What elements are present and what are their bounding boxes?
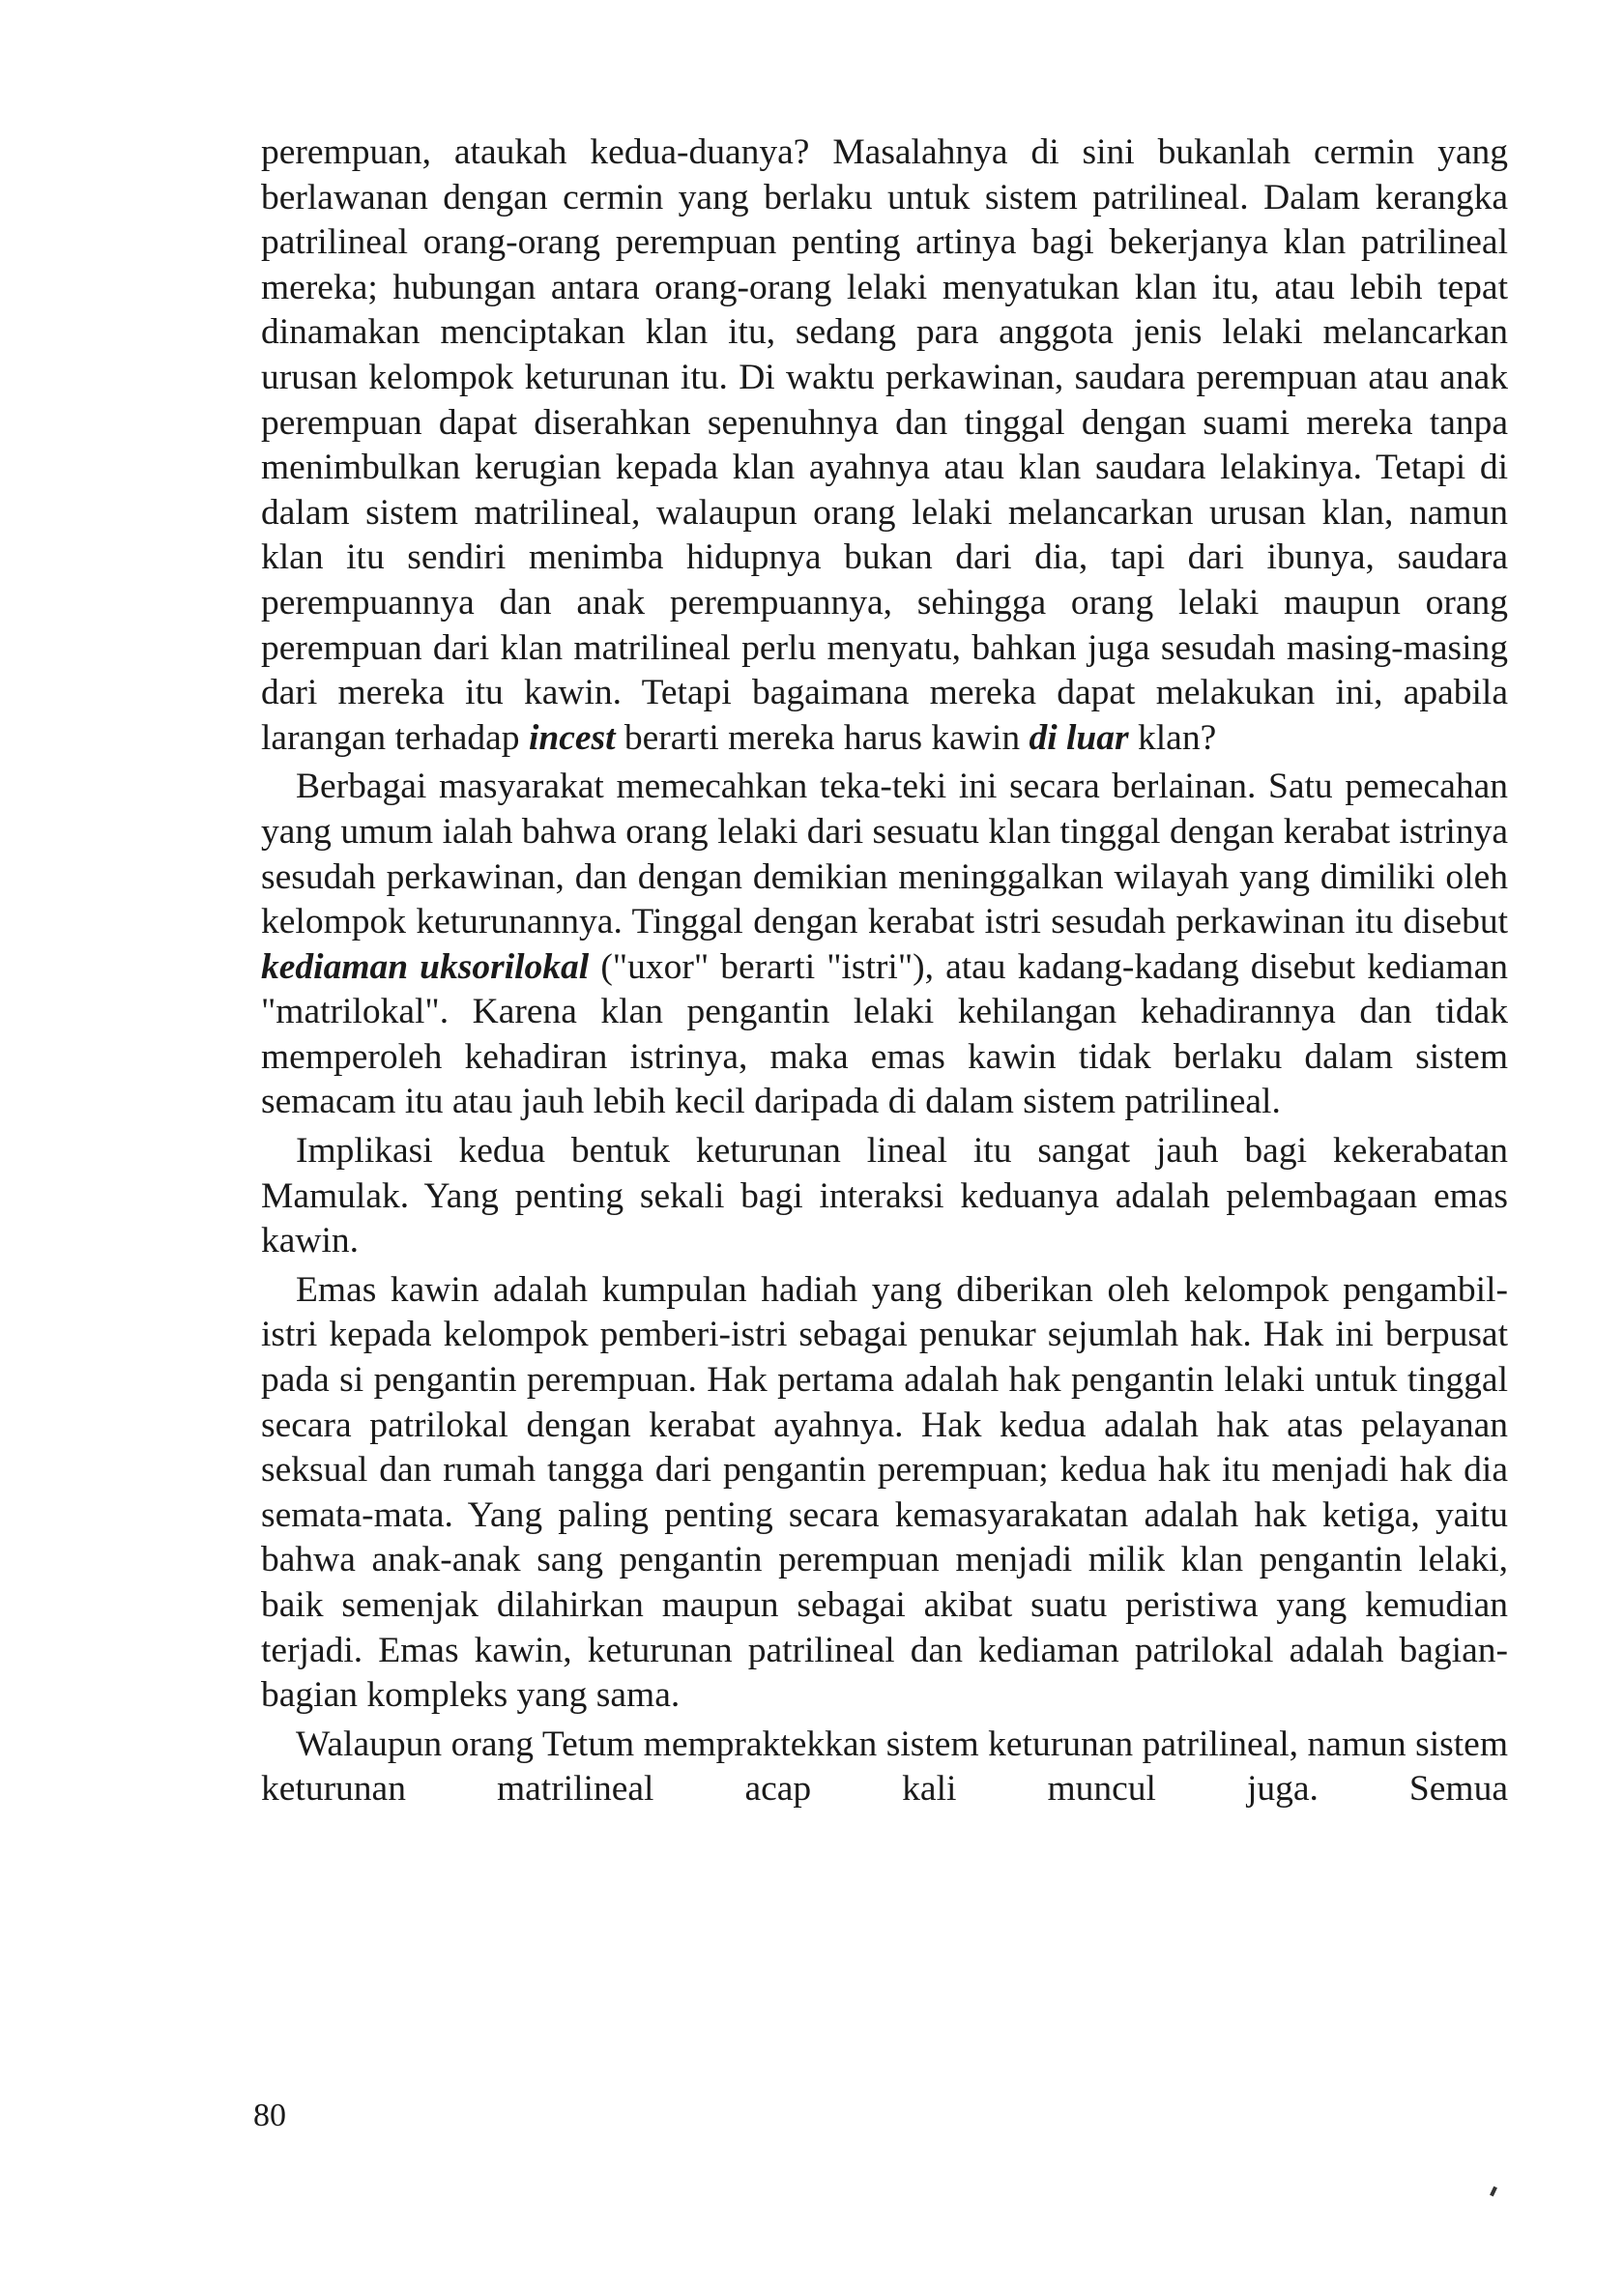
body-text (261, 130, 1508, 1812)
term-di-luar: di luar (1029, 717, 1129, 758)
paragraph-3-text: Implikasi kedua bentuk keturunan lineal itu sangat jauh bagi kekerabatan Mamulak. Yang penting sekali bagi interaksi keduanya adalah pelembagaan emas kawin. (261, 1131, 1508, 1261)
paragraph-4 (261, 1268, 1508, 1719)
scan-speck (1490, 2187, 1497, 2197)
paragraph-2-text-a: Berbagai masyarakat memecahkan teka-teki ini secara berlainan. Satu pemecahan yang umum ialah bahwa orang lelaki dari sesuatu klan tinggal dengan kerabat istrinya sesudah perkawinan, dan dengan demikian meninggalkan wilayah yang dimiliki oleh kelompok keturunannya. Tinggal dengan kerabat istri sesudah perkawinan itu disebut (261, 767, 1508, 942)
paragraph-4-text: Emas kawin adalah kumpulan hadiah yang diberikan oleh kelompok pengambil-istri kepada kelompok pemberi-istri sebagai penukar sejumlah hak. Hak ini berpusat pada si pengantin perempuan. Hak pertama adalah hak pengantin lelaki untuk tinggal secara patrilokal dengan kerabat ayahnya. Hak kedua adalah hak atas pelayanan seksual dan rumah tangga dari pengantin perempuan; kedua hak itu menjadi hak dia semata-mata. Yang paling penting secara kemasyarakatan adalah hak ketiga, yaitu bahwa anak-anak sang pengantin perempuan menjadi milik klan pengantin lelaki, baik semenjak dilahirkan maupun sebagai akibat suatu peristiwa yang kemudian terjadi. Emas kawin, keturunan patrilineal dan kediaman patrilokal adalah bagian-bagian kompleks yang sama. (261, 1269, 1508, 1716)
paragraph-1-text-c: klan? (1128, 717, 1217, 758)
paragraph-1 (261, 130, 1508, 761)
paragraph-5-text: Walaupun orang Tetum mempraktekkan sistem keturunan patrilineal, namun sistem keturunan matrilineal acap kali muncul juga. Semua (261, 1724, 1508, 1810)
term-incest: incest (528, 717, 616, 758)
paragraph-2 (261, 765, 1508, 1125)
paragraph-1-text-a: perempuan, ataukah kedua-duanya? Masalahnya di sini bukanlah cermin yang berlawanan dengan cermin yang berlaku untuk sistem patrilineal. Dalam kerangka patrilineal orang-orang perempuan penting artinya bagi bekerjanya klan patrilineal mereka; hubungan antara orang-orang lelaki menyatukan klan itu, atau lebih tepat dinamakan menciptakan klan itu, sedang para anggota jenis lelaki melancarkan urusan kelompok keturunan itu. Di waktu perkawinan, saudara perempuan atau anak perempuan dapat diserahkan sepenuhnya dan tinggal dengan suami mereka tanpa menimbulkan kerugian kepada klan ayahnya atau klan saudara lelakinya. Tetapi di dalam sistem matrilineal, walaupun orang lelaki melancarkan urusan klan, namun klan itu sendiri menimba hidupnya bukan dari dia, tapi dari ibunya, saudara perempuannya dan anak perempuannya, sehingga orang lelaki maupun orang perempuan dari klan matrilineal perlu menyatu, bahkan juga sesudah masing-masing dari mereka itu kawin. Tetapi bagaimana mereka dapat melakukan ini, apabila larangan terhadap (261, 132, 1508, 758)
paragraph-3 (261, 1129, 1508, 1264)
paragraph-2-text-b: ("uxor" berarti "istri"), atau kadang-kadang disebut kediaman "matrilokal". Karena klan pengantin lelaki kehilangan kehadirannya dan tidak memperoleh kehadiran istrinya, maka emas kawin tidak berlaku dalam sistem semacam itu atau jauh lebih kecil daripada di dalam sistem patrilineal. (261, 946, 1508, 1122)
page-number: 80 (253, 2098, 286, 2133)
paragraph-5 (261, 1723, 1508, 1812)
term-kediaman-uksorilokal: kediaman uksorilokal (261, 946, 590, 987)
paragraph-1-text-b: berarti mereka harus kawin (615, 717, 1030, 758)
